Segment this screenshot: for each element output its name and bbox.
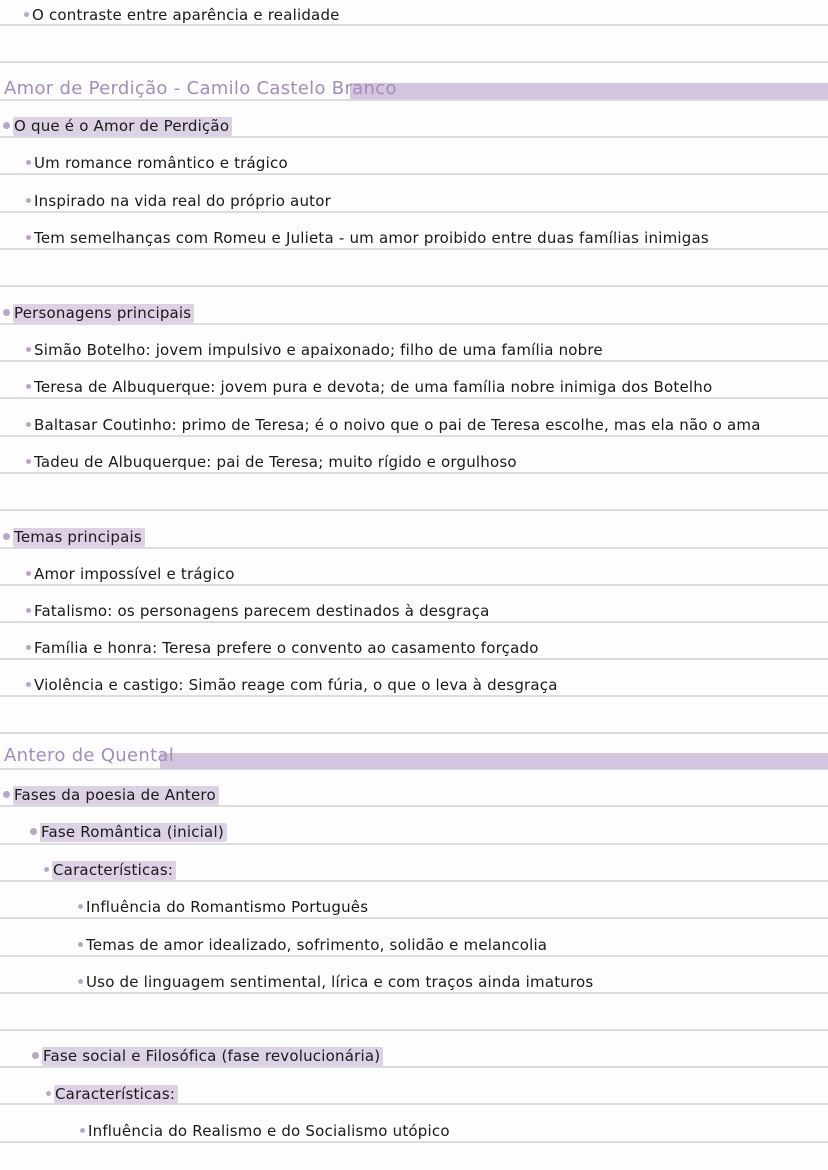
list-item-text: Uso de linguagem sentimental, lírica e com traços ainda imaturos [86,973,594,991]
list-item-text: Influência do Realismo e do Socialismo utópico [88,1122,450,1140]
list-item [24,5,340,25]
list-item-text: Influência do Romantismo Português [86,898,369,916]
bullet-icon [3,533,10,540]
bullet-icon [44,867,49,872]
list-item [26,228,709,248]
list-item [80,1121,450,1141]
list-item [78,935,547,955]
bullet-icon [26,235,31,240]
list-item-text: Baltasar Coutinho: primo de Teresa; é o noivo que o pai de Teresa escolhe, mas ela não o ama [34,416,761,434]
bullet-icon [46,1091,51,1096]
ruled-line [0,509,828,511]
heading-text: Fases da poesia de Antero [13,786,219,805]
bullet-icon [26,422,31,427]
bullet-icon [26,571,31,576]
list-item [26,415,761,435]
heading-text: Fase social e Filosófica (fase revolucionária) [42,1047,383,1066]
ruled-line [0,211,828,213]
bullet-icon [26,384,31,389]
list-item-text: Fatalismo: os personagens parecem destinados à desgraça [34,602,490,620]
characteristics-label [44,860,176,880]
list-item-text: Teresa de Albuquerque: jovem pura e devota; de uma família nobre inimiga dos Botelho [34,378,713,396]
ruled-line [0,1029,828,1031]
ruled-line [0,584,828,586]
ruled-line [0,695,828,697]
ruled-line [0,992,828,994]
ruled-line [0,397,828,399]
bullet-icon [80,1128,85,1133]
ruled-line [0,360,828,362]
label-text: Características: [52,861,176,880]
bullet-icon [3,309,10,316]
heading-text: Temas principais [13,528,145,547]
list-item-text: Simão Botelho: jovem impulsivo e apaixonado; filho de uma família nobre [34,341,603,359]
heading-text: O que é o Amor de Perdição [13,117,232,136]
bullet-icon [26,608,31,613]
list-item-text: Amor impossível e trágico [34,565,235,583]
ruled-line [0,843,828,845]
bullet-icon [26,198,31,203]
bullet-icon [78,942,83,947]
list-item [26,340,603,360]
bullet-icon [26,682,31,687]
ruled-line [0,547,828,549]
subsection-heading [3,303,194,323]
list-item-text: Violência e castigo: Simão reage com fúria, o que o leva à desgraça [34,676,558,694]
ruled-line [0,173,828,175]
section-title-bar [350,83,828,99]
ruled-line [0,621,828,623]
list-item [26,675,558,695]
characteristics-label [46,1084,178,1104]
list-item [26,191,331,211]
bullet-icon [78,979,83,984]
bullet-icon [3,122,10,129]
list-item [26,564,235,584]
list-item [26,153,288,173]
ruled-line [0,955,828,957]
list-item-text: O contraste entre aparência e realidade [32,6,340,24]
list-item [78,897,368,917]
list-item-text: Temas de amor idealizado, sofrimento, solidão e melancolia [86,936,548,954]
section-title: Antero de Quental [4,745,175,766]
ruled-line [0,917,828,919]
ruled-line [0,732,828,734]
ruled-line [0,472,828,474]
ruled-line [0,805,828,807]
bullet-icon [26,459,31,464]
bullet-icon [26,347,31,352]
bullet-icon [24,12,29,17]
subsection-heading [3,785,219,805]
ruled-line [0,136,828,138]
section-title-bar [160,753,828,769]
list-item [26,377,712,397]
ruled-line [0,880,828,882]
list-item-text: Tadeu de Albuquerque: pai de Teresa; muito rígido e orgulhoso [34,453,517,471]
bullet-icon [78,904,83,909]
bullet-icon [26,160,31,165]
subsection-heading [3,527,145,547]
ruled-line [0,435,828,437]
list-item [26,638,539,658]
bullet-icon [30,828,37,835]
list-item-text: Um romance romântico e trágico [34,154,288,172]
list-item [26,452,517,472]
bullet-icon [3,791,10,798]
list-item-text: Família e honra: Teresa prefere o convento ao casamento forçado [34,639,539,657]
bullet-icon [26,645,31,650]
ruled-line [0,1141,828,1143]
ruled-line [0,61,828,63]
ruled-line [0,658,828,660]
heading-text: Personagens principais [13,304,194,323]
ruled-line [0,323,828,325]
phase-heading [30,822,227,842]
label-text: Características: [54,1085,178,1104]
list-item [78,972,593,992]
list-item-text: Tem semelhanças com Romeu e Julieta - um amor proibido entre duas famílias inimigas [34,229,709,247]
list-item [26,601,490,621]
list-item-text: Inspirado na vida real do próprio autor [34,192,331,210]
heading-text: Fase Romântica (inicial) [40,823,227,842]
section-title: Amor de Perdição - Camilo Castelo Branco [4,78,397,99]
ruled-line [0,1066,828,1068]
phase-heading [32,1046,383,1066]
ruled-line [0,285,828,287]
ruled-line [0,248,828,250]
subsection-heading [3,116,232,136]
bullet-icon [32,1052,39,1059]
